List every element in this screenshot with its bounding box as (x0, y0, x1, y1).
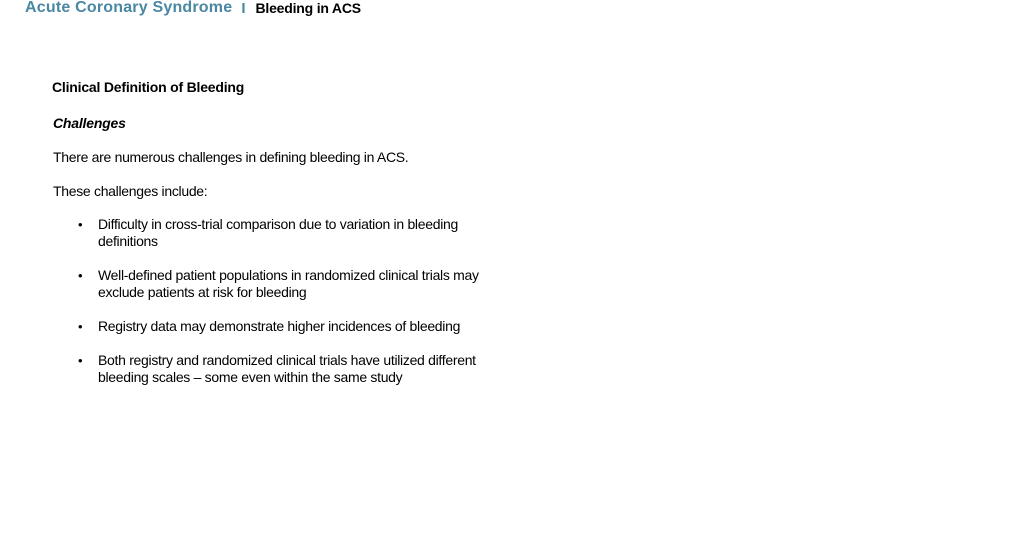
bullet-icon: • (78, 268, 83, 283)
page-title: Clinical Definition of Bleeding (52, 79, 245, 95)
list-item (52, 216, 518, 250)
bullet-icon: • (78, 217, 83, 232)
section-subtitle: Challenges (53, 115, 126, 131)
slide-header (25, 0, 361, 19)
lead-paragraph: These challenges include: (53, 183, 208, 199)
challenges-list (52, 216, 532, 386)
bullet-icon: • (78, 353, 83, 368)
header-topic-title: Bleeding in ACS (255, 0, 361, 16)
list-item-text: Registry data may demonstrate higher incidences of bleeding (98, 318, 461, 334)
bullet-icon: • (78, 319, 83, 334)
header-section-title: Acute Coronary Syndrome (25, 0, 233, 16)
list-item-text: Both registry and randomized clinical trials have utilized different bleeding scales – some even within the same study (98, 352, 476, 385)
list-item (52, 267, 518, 301)
list-item-text: Difficulty in cross-trial comparison due to variation in bleeding definitions (98, 216, 458, 249)
list-item-text: Well-defined patient populations in randomized clinical trials may exclude patients at risk for bleeding (98, 267, 479, 300)
list-item (52, 318, 518, 335)
list-item (52, 352, 518, 386)
intro-paragraph: There are numerous challenges in defining bleeding in ACS. (53, 149, 409, 165)
header-separator: I (241, 0, 246, 17)
slide-content (52, 77, 532, 403)
